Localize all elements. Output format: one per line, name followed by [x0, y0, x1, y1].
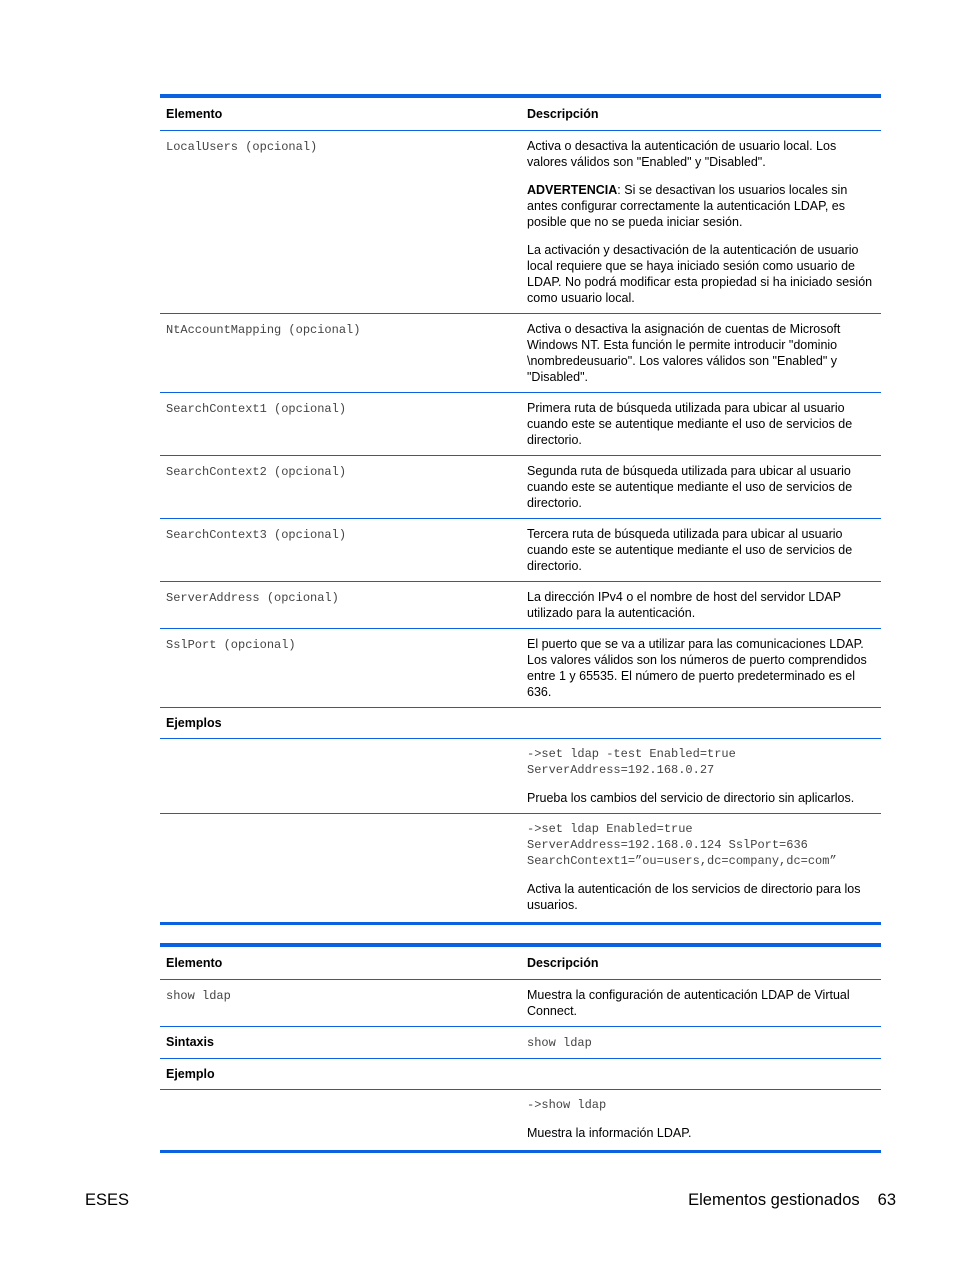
element-name: LocalUsers (opcional)	[166, 140, 318, 154]
description-text: Activa o desactiva la autenticación de usuario local. Los valores válidos son "Enabled" y "Disabled".	[527, 139, 837, 169]
description-text: Tercera ruta de búsqueda utilizada para ubicar al usuario cuando este se autentique mediante el uso de servicios de directorio.	[527, 527, 853, 573]
examples-heading-row	[160, 708, 881, 739]
code-line: ServerAddress=192.168.0.27	[527, 763, 715, 777]
footer-section-title: Elementos gestionados	[688, 1191, 860, 1209]
description-text: La activación y desactivación de la autenticación de usuario local requiere que se haya iniciado sesión como usuario de LDAP. No podrá modificar esta propiedad si ha iniciado sesión como usuario local.	[527, 243, 873, 305]
example-code: ->show ldap	[527, 1098, 607, 1112]
table-row	[160, 314, 881, 393]
ldap-properties-table	[160, 94, 881, 925]
command-description: Muestra la configuración de autenticación LDAP de Virtual Connect.	[527, 988, 850, 1018]
examples-label: Ejemplos	[160, 708, 521, 739]
syntax-row	[160, 1027, 881, 1059]
element-name: SearchContext3 (opcional)	[166, 528, 347, 542]
command-name: show ldap	[166, 989, 231, 1003]
footer-language-code: ESES	[85, 1191, 130, 1209]
table-row	[160, 582, 881, 629]
column-header-element: Elemento	[160, 96, 521, 131]
table-row	[160, 519, 881, 582]
example-label: Ejemplo	[160, 1059, 521, 1090]
example-row	[160, 814, 881, 924]
example-row	[160, 739, 881, 814]
description-text: Primera ruta de búsqueda utilizada para ubicar al usuario cuando este se autentique mediante el uso de servicios de directorio.	[527, 401, 853, 447]
element-name: SslPort (opcional)	[166, 638, 296, 652]
element-name: SearchContext1 (opcional)	[166, 402, 347, 416]
example-description: Muestra la información LDAP.	[527, 1126, 692, 1140]
warning-text: : Si se desactivan los usuarios locales sin antes configurar correctamente la autenticación LDAP, es posible que no se pueda iniciar sesión.	[527, 183, 848, 229]
column-header-element: Elemento	[160, 945, 521, 980]
table-row	[160, 456, 881, 519]
example-description: Activa la autenticación de los servicios de directorio para los usuarios.	[527, 882, 861, 912]
table-row	[160, 980, 881, 1027]
description-text: Activa o desactiva la asignación de cuentas de Microsoft Windows NT. Esta función le permite introducir "dominio \nombredeusuario". Los valores válidos son "Enabled" y "Disabled".	[527, 322, 841, 384]
syntax-label: Sintaxis	[160, 1027, 521, 1059]
footer-page-info	[688, 1191, 896, 1210]
element-name: SearchContext2 (opcional)	[166, 465, 347, 479]
page-number: 63	[877, 1191, 896, 1209]
column-header-description: Descripción	[521, 945, 881, 980]
show-ldap-table	[160, 943, 881, 1153]
table-row	[160, 629, 881, 708]
warning-label: ADVERTENCIA	[527, 183, 618, 197]
warning-note	[527, 182, 875, 230]
description-text: Segunda ruta de búsqueda utilizada para ubicar al usuario cuando este se autentique mediante el uso de servicios de directorio.	[527, 464, 853, 510]
table-header-row	[160, 945, 881, 980]
example-row	[160, 1090, 881, 1152]
element-name: ServerAddress (opcional)	[166, 591, 339, 605]
table-row	[160, 131, 881, 314]
code-line: ->set ldap -test Enabled=true	[527, 747, 736, 761]
description-text: La dirección IPv4 o el nombre de host del servidor LDAP utilizado para la autenticación.	[527, 590, 841, 620]
example-code	[527, 821, 875, 869]
description-text: El puerto que se va a utilizar para las comunicaciones LDAP. Los valores válidos son los números de puerto comprendidos entre 1 y 65535. El número de puerto predeterminado es el 636.	[527, 637, 867, 699]
code-line: ->set ldap Enabled=true	[527, 822, 693, 836]
example-code	[527, 746, 875, 778]
column-header-description: Descripción	[521, 96, 881, 131]
syntax-value: show ldap	[527, 1036, 592, 1050]
table-row	[160, 393, 881, 456]
code-line: ServerAddress=192.168.0.124 SslPort=636	[527, 838, 808, 852]
code-line: SearchContext1=”ou=users,dc=company,dc=com”	[527, 854, 837, 868]
example-heading-row	[160, 1059, 881, 1090]
example-description: Prueba los cambios del servicio de directorio sin aplicarlos.	[527, 791, 855, 805]
element-name: NtAccountMapping (opcional)	[166, 323, 361, 337]
table-header-row	[160, 96, 881, 131]
